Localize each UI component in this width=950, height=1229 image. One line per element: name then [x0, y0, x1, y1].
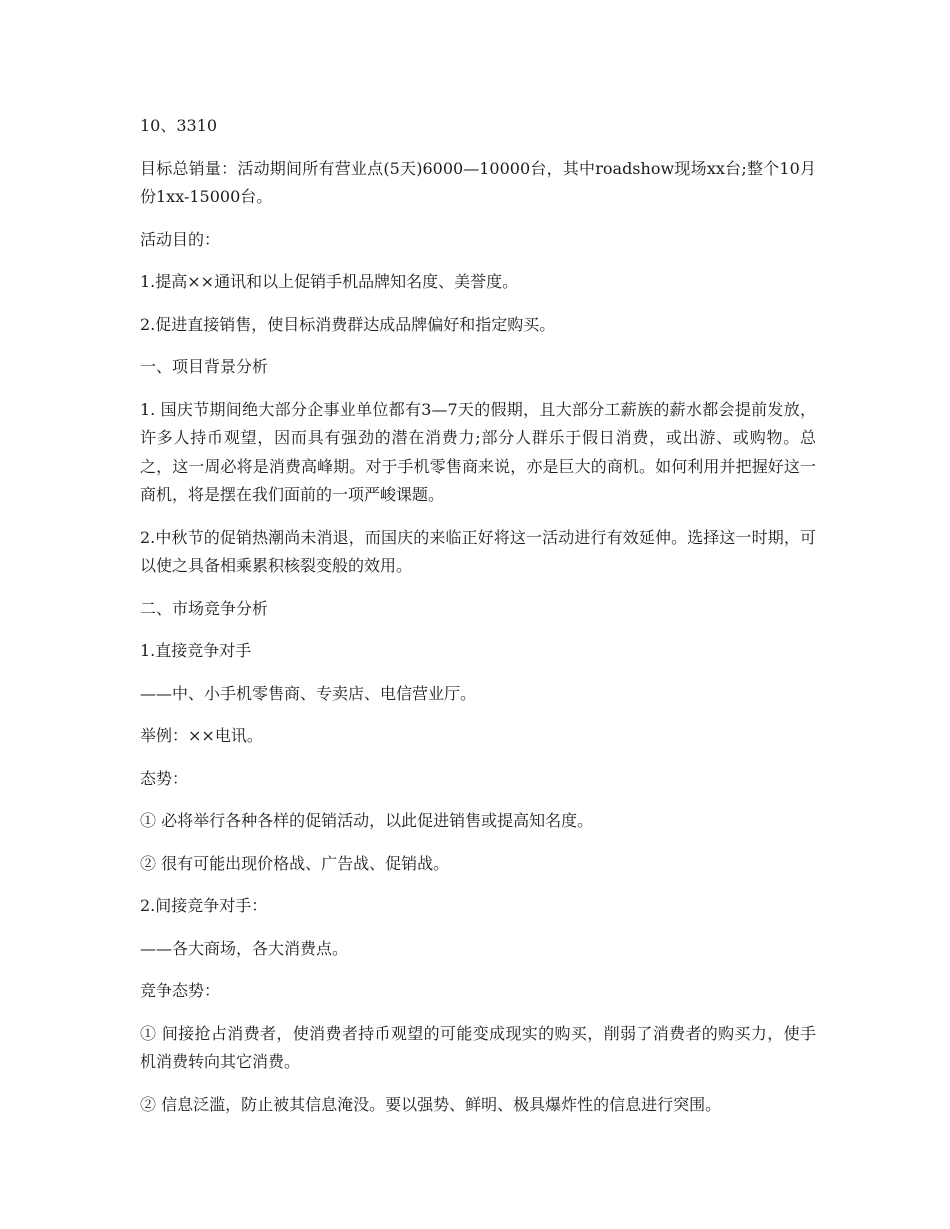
paragraph-direct-example: 举例：××电讯。	[140, 726, 263, 745]
paragraph-sales-target: 目标总销量：活动期间所有营业点(5天)6000—10000台，其中roadshow现场xx台;整个10月份1xx-15000台。	[140, 158, 816, 206]
heading-activity-purpose: 活动目的：	[140, 229, 221, 249]
subheading-indirect-competitors: 2.间接竞争对手：	[140, 896, 268, 915]
paragraph-competition-2: ② 信息泛滥，防止被其信息淹没。要以强势、鲜明、极具爆炸性的信息进行突围。	[140, 1094, 722, 1114]
document-body	[140, 112, 816, 1133]
paragraph-background-2: 2.中秋节的促销热潮尚未消退，而国庆的来临正好将这一活动进行有效延伸。选择这一时期，可以使之具备相乘累积核裂变般的效用。	[140, 527, 816, 575]
paragraph-purpose-2: 2.促进直接销售，使目标消费群达成品牌偏好和指定购买。	[140, 314, 556, 334]
paragraph-situation-1: ① 必将举行各种各样的促销活动，以此促进销售或提高知名度。	[140, 811, 594, 830]
heading-competition-situation: 竞争态势：	[140, 981, 221, 1000]
paragraph-purpose-1: 1.提高××通讯和以上促销手机品牌知名度、美誉度。	[140, 272, 519, 291]
paragraph-direct-competitors-list: ——中、小手机零售商、专卖店、电信营业厅。	[140, 683, 477, 703]
heading-market-competition: 二、市场竞争分析	[140, 598, 269, 618]
paragraph-background-1: 1. 国庆节期间绝大部分企事业单位都有3—7天的假期，且大部分工薪族的薪水都会提前发放，许多人持币观望，因而具有强劲的潜在消费力;部分人群乐于假日消费，或出游、或购物。总之，这一周必将是消费高峰期。对于手机零售商来说，亦是巨大的商机。如何利用并把握好这一商机，将是摆在我们面前的一项严峻课题。	[140, 399, 816, 504]
paragraph-indirect-competitors-list: ——各大商场，各大消费点。	[140, 938, 349, 958]
heading-situation: 态势：	[140, 768, 189, 788]
paragraph-situation-2: ② 很有可能出现价格战、广告战、促销战。	[140, 853, 450, 873]
subheading-direct-competitors: 1.直接竞争对手	[140, 641, 252, 660]
paragraph-model-number: 10、3310	[140, 116, 218, 135]
paragraph-competition-1: ① 间接抢占消费者，使消费者持币观望的可能变成现实的购买，削弱了消费者的购买力，使手机消费转向其它消费。	[140, 1023, 816, 1071]
heading-background-analysis: 一、项目背景分析	[140, 357, 269, 376]
